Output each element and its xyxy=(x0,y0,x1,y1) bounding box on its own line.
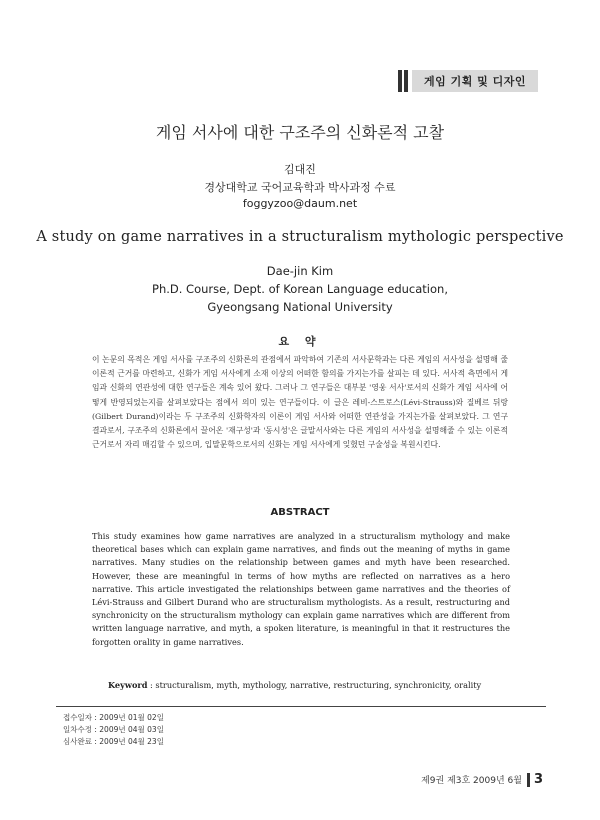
abstract-english-heading: ABSTRACT xyxy=(270,507,330,518)
received-date: 접수일자 : 2009년 01월 02일 xyxy=(63,713,164,722)
section-tab-bar xyxy=(404,70,408,92)
paper-title-english: A study on game narratives in a structuralism mythologic perspective xyxy=(36,229,564,245)
accepted-date: 심사완료 : 2009년 04월 23일 xyxy=(63,737,164,746)
paper-title-korean: 게임 서사에 대한 구조주의 신화론적 고찰 xyxy=(155,123,445,142)
page-footer xyxy=(421,772,543,787)
section-tab-bar xyxy=(398,70,402,92)
revised-date: 일차수정 : 2009년 04월 03일 xyxy=(63,725,164,734)
abstract-korean-heading: 요 약 xyxy=(278,335,322,348)
keyword-list: : structuralism, myth, mythology, narrative, restructuring, synchronicity, orality xyxy=(147,680,482,690)
author-name-english: Dae-jin Kim xyxy=(266,264,334,278)
section-label: 게임 기획 및 디자인 xyxy=(412,70,538,92)
keywords-line xyxy=(108,680,518,690)
journal-issue: 제9권 제3호 2009년 6월 xyxy=(421,776,522,786)
author-affiliation-korean: 경상대학교 국어교육학과 박사과정 수료 xyxy=(204,181,396,194)
keyword-label: Keyword xyxy=(108,680,148,690)
footnote-divider xyxy=(56,706,546,707)
author-name-korean: 김대진 xyxy=(284,163,316,176)
author-affiliation-english-line2: Gyeongsang National University xyxy=(207,300,393,314)
page-number: 3 xyxy=(533,772,543,787)
submission-dates xyxy=(63,712,164,748)
abstract-korean-body: 이 논문의 목적은 게임 서사를 구조주의 신화론의 관점에서 파악하여 기존의 서사문학과는 다른 게임의 서사성을 설명해 줄 이론적 근거를 마련하고, 신화가 게임 서사에게 소재 이상의 어떠한 함의를 가지는가를 살피는 데 있다. 서사적 측면에서 게임과 신화의 연관성에 대한 연구들은 계속 있어 왔다. 그러나 그 연구들은 대부분 '영웅 서사'로서의 신화가 게임 서사에 어떻게 반영되었는지를 살펴보았다는 점에서 의미 있는 연구들이다. 이 글은 레비-스트로스(Lévi-Strauss)와 질베르 뒤랑(Gilbert Durand)이라는 두 구조주의 신화학자의 이론이 게임 서사와 어떠한 연관성을 가지는가를 살펴보았다. 그 연구 결과로서, 구조주의 신화론에서 끌어온 '재구성'과 '동시성'은 글말서사와는 다른 게임의 서사성을 설명해줄 수 있는 이론적 근거로서 자리 매김할 수 있으며, 입말문학으로서의 신화는 게임 서사에게 잊혔던 구술성을 복원시킨다. xyxy=(92,355,508,450)
section-tab xyxy=(398,70,538,92)
author-email: foggyzoo@daum.net xyxy=(242,197,358,210)
footer-bar xyxy=(527,773,530,787)
abstract-english-body: This study examines how game narratives are analyzed in a structuralism mythology and make theoretical bases which can explain game narratives, and finds out the meaning of myths in game narratives. Many studies on the relationship between games and myth have been researched. However, these are meaningful in terms of how myths are reflected on narratives as a hero narrative. This article investigated the relationships between game narratives and the theories of Lévi-Strauss and Gilbert Durand who are structuralism mythologists. As a result, restructuring and synchronicity on the structuralism mythology can explain game narratives which are different from written language narrative, and myth, a spoken literature, is meaningful in that it restructures the forgotten orality in game narratives. xyxy=(92,531,510,647)
author-affiliation-english-line1: Ph.D. Course, Dept. of Korean Language education, xyxy=(152,282,448,296)
